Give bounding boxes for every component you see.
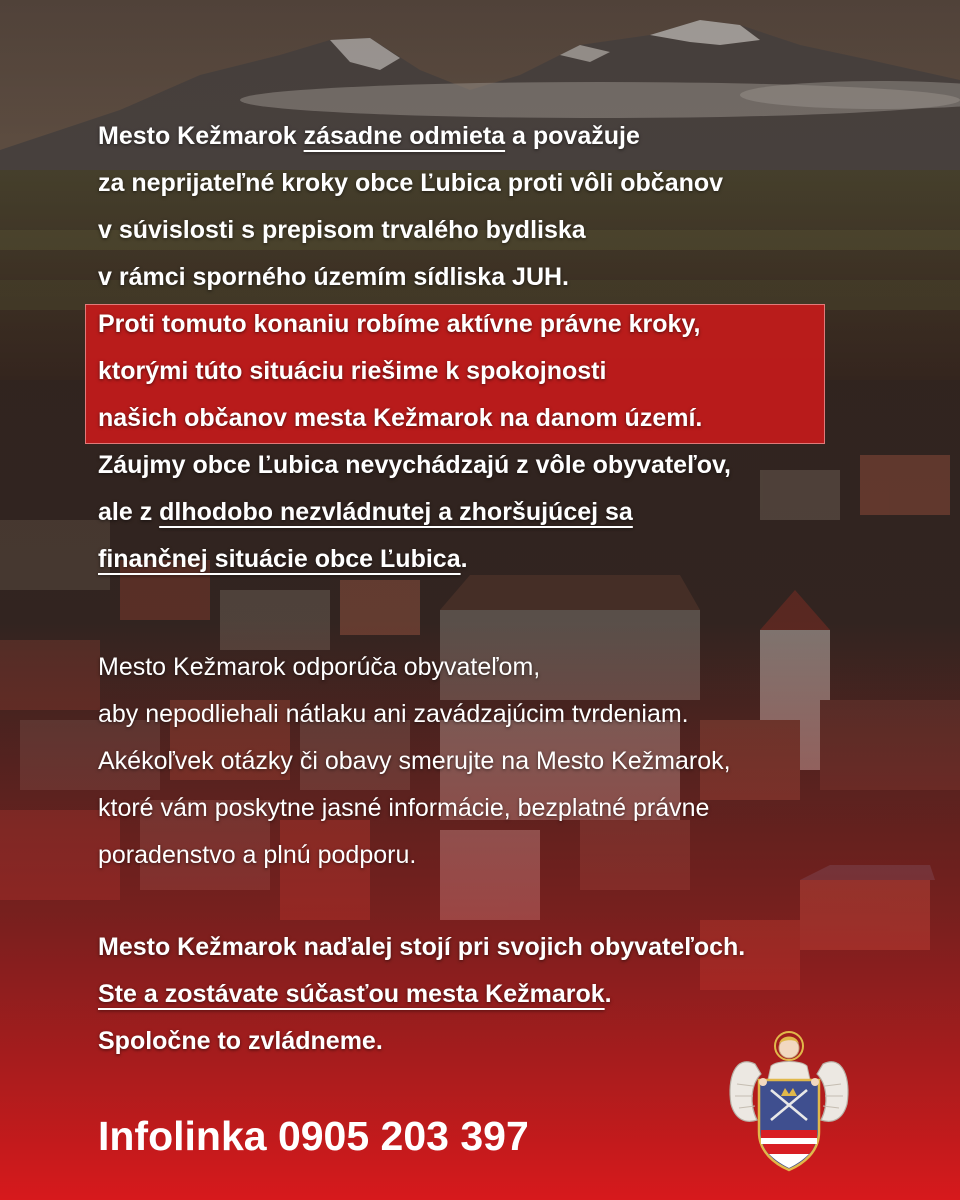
statement-line <box>98 113 731 160</box>
recommendation-line: ktoré vám poskytne jasné informácie, bezplatné právne <box>98 794 710 822</box>
closing-paragraph <box>98 924 745 1065</box>
underlined-text: finančnej situácie obce Ľubica <box>98 545 461 573</box>
text-span: Mesto Kežmarok <box>98 122 304 150</box>
statement-line <box>98 536 731 583</box>
recommendation-line: poradenstvo a plnú podporu. <box>98 841 417 869</box>
highlight-line: ktorými túto situáciu riešime k spokojnosti <box>98 357 607 385</box>
recommendation-paragraph <box>98 644 731 879</box>
closing-line <box>98 971 745 1018</box>
underlined-text: Ste a zostávate súčasťou mesta Kežmarok <box>98 980 605 1008</box>
hotline-text: Infolinka 0905 203 397 <box>98 1113 529 1159</box>
statement-paragraph <box>98 113 731 583</box>
closing-line: Spoločne to zvládneme. <box>98 1027 383 1055</box>
recommendation-line: Mesto Kežmarok odporúča obyvateľom, <box>98 653 541 681</box>
text-span: . <box>604 980 612 1008</box>
text-span: ale z <box>98 498 160 526</box>
highlight-line: našich občanov mesta Kežmarok na danom území. <box>98 404 703 432</box>
underlined-text: zásadne odmieta <box>303 122 506 150</box>
highlight-line: Proti tomuto konaniu robíme aktívne právne kroky, <box>98 310 701 338</box>
text-span: . <box>460 545 468 573</box>
statement-line: v rámci sporného územím sídliska JUH. <box>98 263 569 291</box>
closing-line: Mesto Kežmarok naďalej stojí pri svojich obyvateľoch. <box>98 933 746 961</box>
recommendation-line: aby nepodliehali nátlaku ani zavádzajúcim tvrdeniam. <box>98 700 689 728</box>
statement-line: Záujmy obce Ľubica nevychádzajú z vôle obyvateľov, <box>98 451 731 479</box>
text-span: a považuje <box>505 122 640 150</box>
statement-line: za neprijateľné kroky obce Ľubica proti vôli občanov <box>98 169 724 197</box>
statement-line: v súvislosti s prepisom trvalého bydliska <box>98 216 586 244</box>
city-crest-icon <box>727 1024 851 1180</box>
underlined-text: dlhodobo nezvládnutej a zhoršujúcej sa <box>159 498 633 526</box>
statement-line <box>98 489 731 536</box>
recommendation-line: Akékoľvek otázky či obavy smerujte na Mesto Kežmarok, <box>98 747 731 775</box>
